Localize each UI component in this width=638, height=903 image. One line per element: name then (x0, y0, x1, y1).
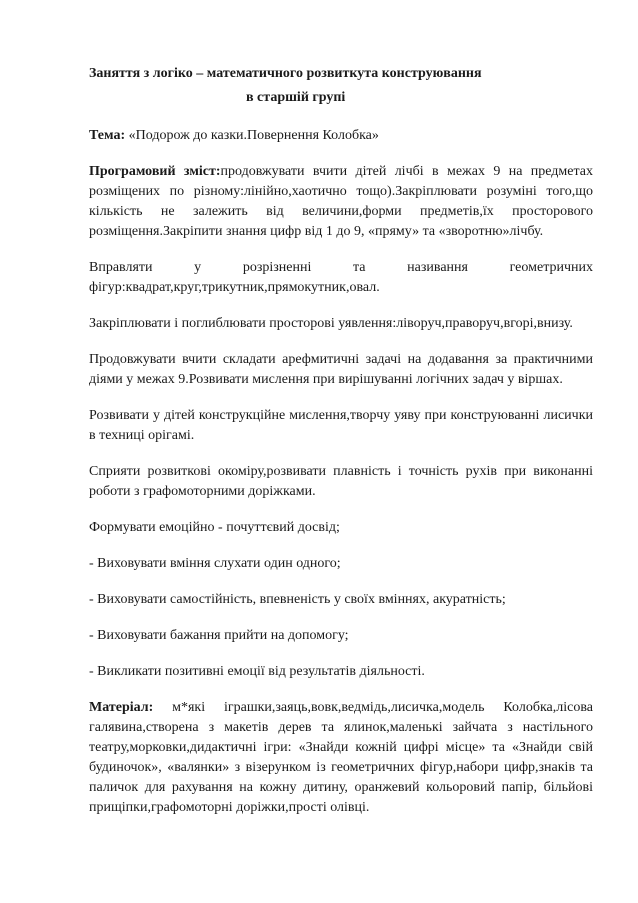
paragraph-graphomotor: Сприяти розвиткові окоміру,розвивати плавність і точність рухів при виконанні роботи з графомоторними доріжками. (89, 464, 593, 499)
theme-text: «Подорож до казки.Повернення Колобка» (125, 128, 379, 143)
list-item-independence: - Виховувати самостійність, впевненість у своїх вміннях, акуратність; (89, 592, 506, 607)
document-content (89, 64, 593, 818)
paragraph-geometric-shapes: Вправляти у розрізненні та називання геометричних фігур:квадрат,круг,трикутник,прямокутник,овал. (89, 260, 593, 295)
document-title: Заняття з логіко – математичного розвиткута конструювання (89, 66, 482, 81)
material-text: м*які іграшки,заяць,вовк,ведмідь,лисичка,модель Колобка,лісова галявина,створена з макетів дерев та ялинок,маленькі зайчата з настільного театру,морковки,дидактичні ігри: «Знайди кожній цифрі місце» та «Знайди свій будиночок», «валянки» з візерунком із геометричних фігур,набори цифр,знаків та паличок для рахування на кожну дитину, оранжевий кольоровий папір, більйові прищіпки,графомоторні доріжки,прості олівці. (89, 700, 593, 815)
material-paragraph (89, 698, 593, 818)
material-label: Матеріал: (89, 700, 154, 715)
paragraph-arithmetic: Продовжувати вчити складати арефмитичні задачі на додавання за практичними діями у межах 9.Розвивати мислення при вирішуванні логічних задач у віршах. (89, 352, 593, 387)
theme-paragraph (89, 126, 593, 146)
program-label: Програмовий зміст: (89, 164, 221, 179)
theme-label: Тема: (89, 128, 126, 143)
document-subtitle: в старшій групі (246, 90, 346, 105)
paragraph-spatial: Закріплювати і поглиблювати просторові уявлення:ліворуч,праворуч,вгорі,внизу. (89, 316, 573, 331)
program-text: продовжувати вчити дітей лічбі в межах 9 на предметах розміщених по різному:лінійно,хаотично тощо).Закріплювати розуміні того,що кількість не залежить від величини,форми предметів,їх просторового розміщення.Закріпити знання цифр від 1 до 9, «пряму» та «зворотню»лічбу. (89, 164, 594, 239)
list-item-listening: - Виховувати вміння слухати один одного; (89, 556, 341, 571)
list-item-help: - Виховувати бажання прийти на допомогу; (89, 628, 349, 643)
paragraph-origami: Розвивати у дітей конструкційне мислення,творчу уяву при конструюванні лисички в техниці орігамі. (89, 408, 593, 443)
program-paragraph (89, 162, 593, 242)
paragraph-emotional: Формувати емоційно - почуттєвий досвід; (89, 520, 340, 535)
list-item-positive-emotions: - Викликати позитивні емоції від результатів діяльності. (89, 664, 425, 679)
